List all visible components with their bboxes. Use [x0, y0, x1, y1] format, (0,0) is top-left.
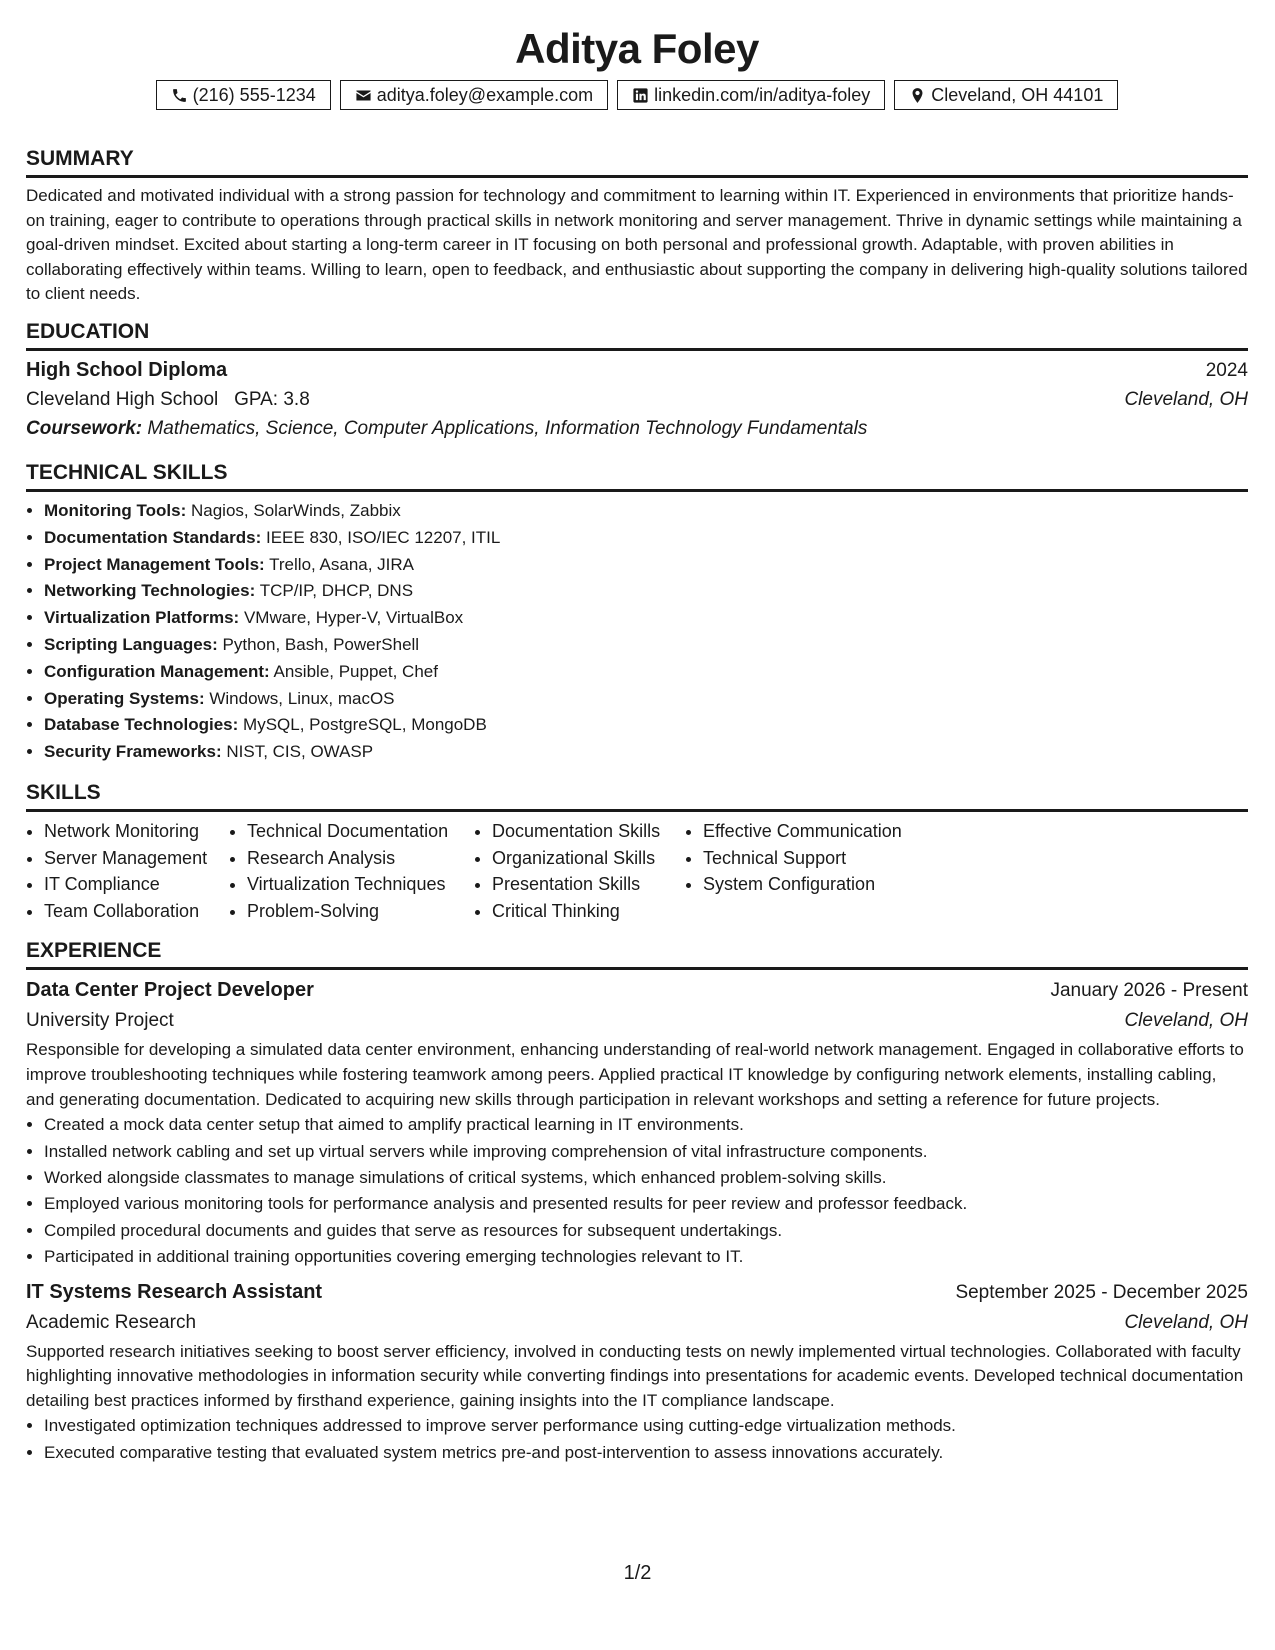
skill-category: Configuration Management: — [44, 661, 270, 681]
job-title: IT Systems Research Assistant — [26, 1280, 323, 1303]
list-item: • Created a mock data center setup that aimed to amplify practical learning in IT environments. — [44, 1112, 1248, 1138]
skill-category: Security Frameworks: — [44, 742, 222, 762]
phone-text: (216) 555-1234 — [192, 84, 316, 105]
list-item — [44, 659, 1248, 686]
list-item — [44, 552, 1248, 579]
list-item: • Network Monitoring — [44, 818, 229, 845]
skill-values: Python, Bash, PowerShell — [222, 634, 420, 654]
list-item: • Technical Support — [703, 845, 963, 872]
skill-category: Project Management Tools: — [44, 554, 265, 574]
email-chip[interactable] — [340, 80, 608, 110]
list-item — [44, 712, 1248, 739]
skills-section — [26, 780, 1248, 924]
skill-values: TCP/IP, DHCP, DNS — [259, 581, 414, 601]
list-item: • Virtualization Techniques — [247, 871, 474, 898]
list-item: • System Configuration — [703, 871, 963, 898]
school-line — [26, 385, 310, 414]
gpa: GPA: 3.8 — [234, 388, 310, 410]
email-text: aditya.foley@example.com — [376, 84, 594, 105]
education-section — [26, 319, 1248, 443]
job-dates: January 2026 - Present — [1050, 980, 1248, 1002]
coursework-list: Mathematics, Science, Computer Applications, Information Technology Fundamentals — [147, 417, 868, 439]
skill-values: IEEE 830, ISO/IEC 12207, ITIL — [265, 527, 501, 547]
list-item: • Presentation Skills — [492, 871, 685, 898]
skill-category: Documentation Standards: — [44, 527, 262, 547]
section-title-summary: SUMMARY — [26, 146, 1248, 178]
job-location: Cleveland, OH — [1124, 1010, 1248, 1032]
job-title: Data Center Project Developer — [26, 979, 314, 1002]
list-item: • Critical Thinking — [492, 898, 685, 925]
list-item: • Employed various monitoring tools for performance analysis and presented results for peer review and professor feedback. — [44, 1191, 1248, 1217]
list-item — [44, 686, 1248, 713]
skill-values: Nagios, SolarWinds, Zabbix — [191, 500, 401, 520]
candidate-name: Aditya Foley — [515, 25, 759, 72]
skills-column — [474, 818, 685, 924]
linkedin-text: linkedin.com/in/aditya-foley — [654, 84, 871, 105]
skill-category: Scripting Languages: — [44, 634, 218, 654]
technical-skills-list — [26, 498, 1248, 766]
job-entry — [26, 1277, 1248, 1467]
summary-text: Dedicated and motivated individual with a strong passion for technology and commitment to learning within IT. Experienced in environments that prioritize hands-on training, eager to contribute to operations through practical skills in network monitoring and server management. Thrive in dynamic settings while maintaining a goal-driven mindset. Excited about starting a long-term career in IT focusing on both personal and professional growth. Adaptable, with proven abilities in collaborating effectively within teams. Willing to learn, open to feedback, and enthusiastic about supporting the company in delivering high-quality solutions tailored to client needs. — [26, 186, 1248, 304]
list-item — [44, 578, 1248, 605]
list-item — [44, 739, 1248, 766]
list-item — [44, 605, 1248, 632]
list-item: • Documentation Skills — [492, 818, 685, 845]
phone-icon — [171, 87, 188, 104]
coursework-line — [26, 414, 1248, 443]
job-organization: Academic Research — [26, 1311, 197, 1333]
list-item: • Server Management — [44, 845, 229, 872]
job-entry — [26, 975, 1248, 1270]
list-item: • Team Collaboration — [44, 898, 229, 925]
degree-title: High School Diploma — [26, 358, 228, 381]
list-item: • Research Analysis — [247, 845, 474, 872]
summary-section — [26, 146, 1248, 307]
section-title-technical-skills: TECHNICAL SKILLS — [26, 460, 1248, 492]
skill-values: NIST, CIS, OWASP — [226, 742, 374, 762]
skill-category: Virtualization Platforms: — [44, 608, 240, 628]
section-title-skills: SKILLS — [26, 780, 1248, 812]
list-item — [44, 498, 1248, 525]
list-item — [44, 525, 1248, 552]
section-title-experience: EXPERIENCE — [26, 938, 1248, 970]
job-organization: University Project — [26, 1010, 174, 1032]
school-location: Cleveland, OH — [1124, 388, 1248, 410]
list-item: • IT Compliance — [44, 871, 229, 898]
map-pin-icon — [909, 87, 926, 104]
list-item: • Effective Communication — [703, 818, 963, 845]
location-chip — [894, 80, 1118, 110]
list-item: • Worked alongside classmates to manage simulations of critical systems, which enhanced problem-solving skills. — [44, 1165, 1248, 1191]
list-item: • Compiled procedural documents and guides that serve as resources for subsequent undertakings. — [44, 1218, 1248, 1244]
list-item: • Installed network cabling and set up virtual servers while improving comprehension of vital infrastructure components. — [44, 1139, 1248, 1165]
skill-values: Ansible, Puppet, Chef — [273, 661, 438, 681]
section-title-education: EDUCATION — [26, 319, 1248, 351]
job-bullets — [26, 1112, 1248, 1270]
list-item: • Organizational Skills — [492, 845, 685, 872]
linkedin-icon — [632, 87, 649, 104]
page-number: 1/2 — [623, 1562, 652, 1584]
list-item: • Technical Documentation — [247, 818, 474, 845]
job-location: Cleveland, OH — [1124, 1311, 1248, 1333]
contact-bar — [26, 80, 1248, 110]
skill-values: MySQL, PostgreSQL, MongoDB — [243, 715, 487, 735]
job-bullets — [26, 1413, 1248, 1466]
graduation-year: 2024 — [1205, 359, 1248, 381]
skill-category: Database Technologies: — [44, 715, 239, 735]
list-item — [44, 632, 1248, 659]
skills-column — [685, 818, 963, 924]
skill-values: VMware, Hyper-V, VirtualBox — [243, 608, 464, 628]
job-dates: September 2025 - December 2025 — [955, 1281, 1248, 1303]
list-item: • Participated in additional training opportunities covering emerging technologies relevant to IT. — [44, 1244, 1248, 1270]
phone-chip[interactable] — [156, 80, 331, 110]
envelope-icon — [355, 87, 372, 104]
coursework-label: Coursework: — [26, 417, 143, 439]
skill-values: Windows, Linux, macOS — [209, 688, 395, 708]
school-name: Cleveland High School — [26, 388, 219, 410]
skills-grid — [26, 818, 1248, 924]
list-item: • Investigated optimization techniques addressed to improve server performance using cutting-edge virtualization methods. — [44, 1413, 1248, 1439]
skill-values: Trello, Asana, JIRA — [269, 554, 415, 574]
technical-skills-section — [26, 460, 1248, 766]
skill-category: Networking Technologies: — [44, 581, 256, 601]
job-description: Responsible for developing a simulated data center environment, enhancing understanding of real-world network management. Engaged in collaborative efforts to improve troubleshooting techniques while fostering teamwork among peers. Applied practical IT knowledge by configuring network elements, installing cabling, and generating documentation. Dedicated to acquiring new skills through participation in relevant workshops and setting a reference for future projects. — [26, 1040, 1244, 1109]
list-item: • Problem-Solving — [247, 898, 474, 925]
linkedin-chip[interactable] — [617, 80, 885, 110]
resume-page — [26, 0, 1248, 1650]
skills-column — [26, 818, 229, 924]
experience-section — [26, 938, 1248, 1466]
location-text: Cleveland, OH 44101 — [931, 84, 1104, 105]
job-description: Supported research initiatives seeking to boost server efficiency, involved in conducting tests on newly implemented virtual technologies. Collaborated with faculty highlighting innovative methodologies in information security while converting findings into presentations for academic events. Developed technical documentation detailing best practices informed by firsthand experience, gaining insights into the IT compliance landscape. — [26, 1341, 1244, 1410]
skills-column — [229, 818, 474, 924]
list-item: • Executed comparative testing that evaluated system metrics pre-and post-intervention to assess innovations accurately. — [44, 1440, 1248, 1466]
skill-category: Monitoring Tools: — [44, 500, 187, 520]
skill-category: Operating Systems: — [44, 688, 205, 708]
